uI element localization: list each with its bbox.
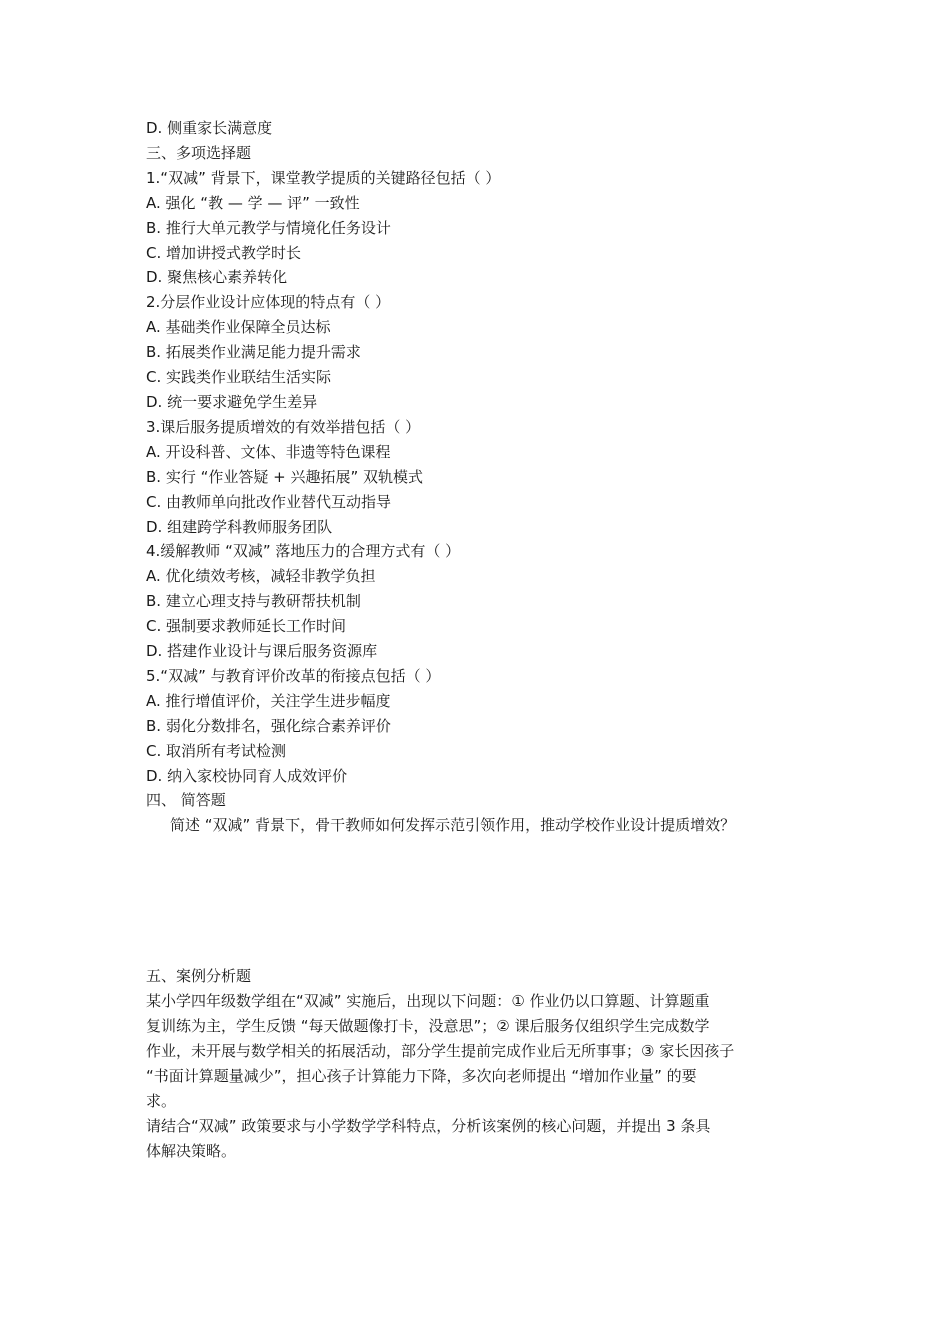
option-text: C. 由教师单向批改作业替代互动指导	[146, 492, 392, 511]
section-heading-short-answer: 四、 简答题	[146, 791, 226, 810]
case-text-line: 求。	[146, 1091, 177, 1110]
option-text: D. 组建跨学科教师服务团队	[146, 517, 333, 536]
option-text: B. 实行 “作业答疑 + 兴趣拓展” 双轨模式	[146, 467, 424, 486]
option-text: A. 开设科普、文体、非遗等特色课程	[146, 442, 391, 461]
question-stem: 4.缓解教师 “双减” 落地压力的合理方式有（ ）	[146, 542, 461, 561]
short-answer-question: 简述 “双减” 背景下，骨干教师如何发挥示范引领作用，推动学校作业设计提质增效？	[170, 816, 736, 835]
option-text: B. 拓展类作业满足能力提升需求	[146, 343, 361, 362]
section-heading-case-analysis: 五、案例分析题	[146, 967, 252, 986]
question-stem: 2.分层作业设计应体现的特点有（ ）	[146, 293, 391, 312]
case-text-line: 作业，未开展与数学相关的拓展活动，部分学生提前完成作业后无所事事；③ 家长因孩子	[146, 1042, 735, 1060]
option-text: D. 纳入家校协同育人成效评价	[146, 766, 348, 785]
option-text: A. 基础类作业保障全员达标	[146, 318, 331, 337]
case-text-line: 某小学四年级数学组在“双减” 实施后，出现以下问题：① 作业仍以口算题、计算题重	[146, 992, 710, 1011]
answer-space	[146, 838, 816, 964]
question-stem: 3.课后服务提质增效的有效举措包括（ ）	[146, 417, 421, 436]
option-text: C. 取消所有考试检测	[146, 741, 287, 760]
task-text-line: 请结合“双减” 政策要求与小学数学学科特点，分析该案例的核心问题，并提出 3 条具	[146, 1116, 711, 1135]
option-text: D. 统一要求避免学生差异	[146, 392, 318, 411]
option-text: C. 强制要求教师延长工作时间	[146, 617, 347, 636]
option-text: D. 聚焦核心素养转化	[146, 268, 288, 287]
option-text: A. 推行增值评价，关注学生进步幅度	[146, 691, 391, 710]
section-heading-multiple-choice: 三、多项选择题	[146, 143, 252, 162]
option-text: B. 推行大单元教学与情境化任务设计	[146, 218, 391, 237]
task-text-line: 体解决策略。	[146, 1141, 237, 1160]
case-text-line: 复训练为主，学生反馈 “每天做题像打卡，没意思”；② 课后服务仅组织学生完成数学	[146, 1017, 710, 1036]
document-content	[146, 116, 816, 1164]
option-text: A. 优化绩效考核，减轻非教学负担	[146, 567, 376, 586]
question-stem: 1.“双减” 背景下，课堂教学提质的关键路径包括（ ）	[146, 168, 501, 187]
option-text: A. 强化 “教 — 学 — 评” 一致性	[146, 193, 360, 212]
option-text: B. 建立心理支持与教研帮扶机制	[146, 592, 361, 611]
question-stem: 5.“双减” 与教育评价改革的衔接点包括（ ）	[146, 666, 441, 685]
option-text: D. 搭建作业设计与课后服务资源库	[146, 642, 378, 661]
option-text: D. 侧重家长满意度	[146, 119, 273, 137]
case-text-line: “书面计算题量减少”，担心孩子计算能力下降，多次向老师提出 “增加作业量” 的要	[146, 1066, 697, 1085]
option-text: C. 增加讲授式教学时长	[146, 243, 302, 262]
option-text: C. 实践类作业联结生活实际	[146, 368, 332, 387]
option-text: B. 弱化分数排名，强化综合素养评价	[146, 716, 391, 735]
